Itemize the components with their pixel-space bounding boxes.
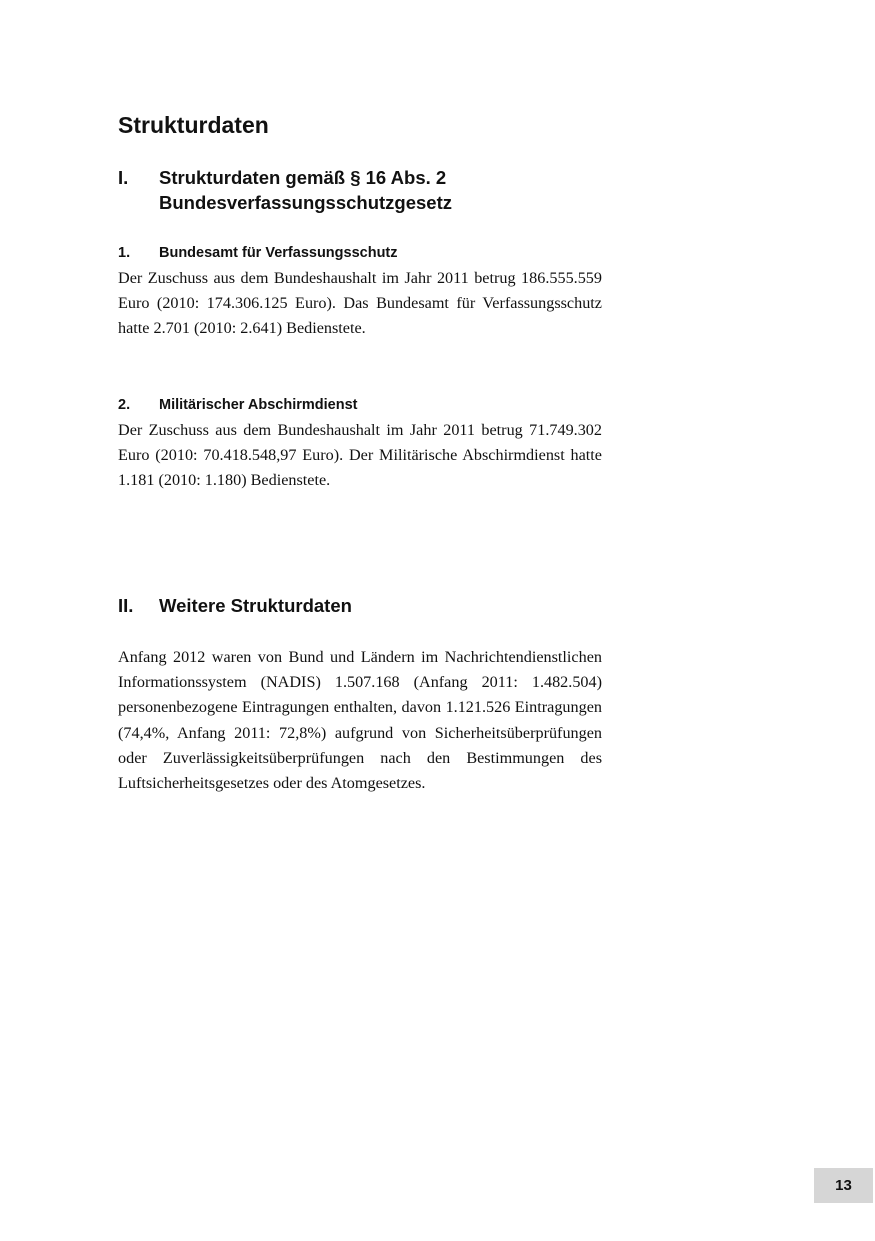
subsection-number-1: 1. [118, 245, 131, 261]
page-title: Strukturdaten [118, 112, 269, 138]
subsection-paragraph-2: Der Zuschuss aus dem Bundeshaushalt im Jahr 2011 betrug 71.749.302 Euro (2010: 70.418.548,97 Euro). Der Militärische Abschirmdienst hatte 1.181 (2010: 1.180) Bedienstete. [118, 421, 602, 490]
page-number-badge: 13 [814, 1168, 873, 1203]
subsection-title-1: Bundesamt für Verfassungsschutz [159, 245, 398, 261]
subsection-title-2: Militärischer Abschirmdienst [159, 397, 358, 413]
section-heading-2 [118, 593, 579, 618]
section-title-2: Weitere Strukturdaten [159, 595, 352, 616]
section-title-1: Strukturdaten gemäß § 16 Abs. 2 Bundesverfassungsschutzgesetz [159, 167, 453, 213]
section-number-1: I. [118, 167, 129, 188]
section-heading-1 [118, 165, 579, 215]
subsection-paragraph-1: Der Zuschuss aus dem Bundeshaushalt im Jahr 2011 betrug 186.555.559 Euro (2010: 174.306.125 Euro). Das Bundesamt für Verfassungsschutz hatte 2.701 (2010: 2.641) Bedienstete. [118, 269, 602, 338]
section-number-2: II. [118, 595, 134, 616]
subsection-number-2: 2. [118, 397, 131, 413]
section-paragraph-2: Anfang 2012 waren von Bund und Ländern im Nachrichtendienstlichen Informationssystem (NADIS) 1.507.168 (Anfang 2011: 1.482.504) personenbezogene Eintragungen enthalten, davon 1.121.526 Eintragungen (74,4%, Anfang 2011: 72,8%) aufgrund von Sicherheitsüberprüfungen oder Zuverlässigkeitsüberprüfungen nach den Bestimmungen des Luftsicherheitsgesetzes oder des Atomgesetzes. [118, 648, 602, 793]
subsection-heading-2 [118, 395, 358, 415]
subsection-heading-1 [118, 243, 398, 263]
